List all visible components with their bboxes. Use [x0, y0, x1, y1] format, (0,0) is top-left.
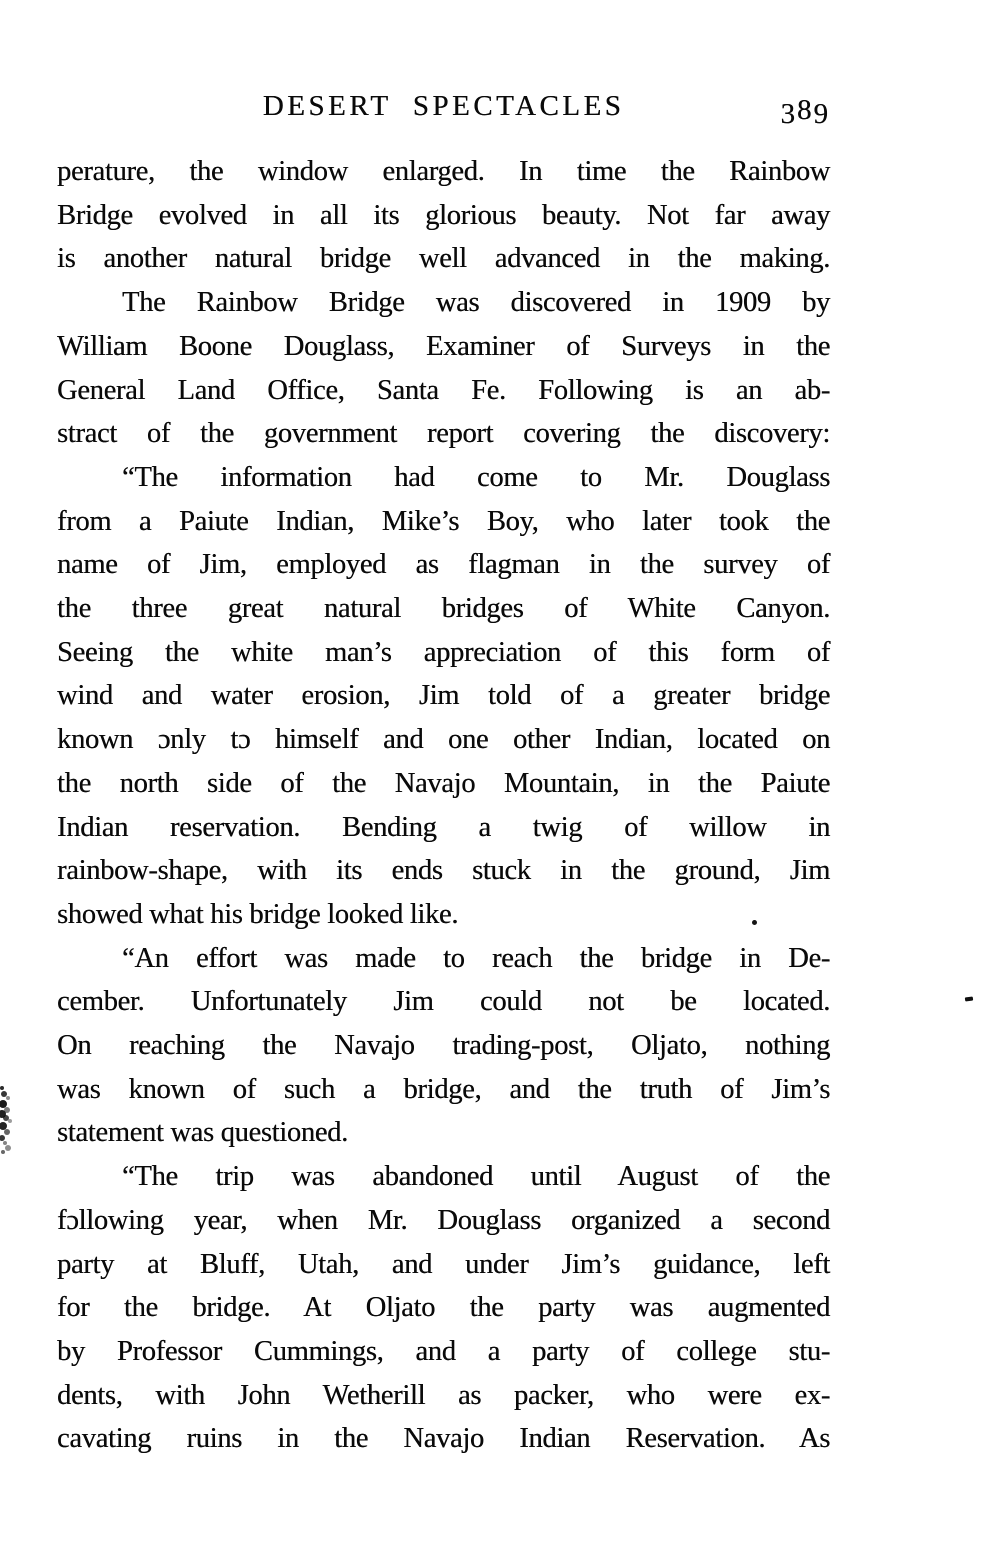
text-line: from a Paiute Indian, Mike’s Boy, who later took the [57, 505, 830, 537]
text-line: cember. Unfortunately Jim could not be located. [57, 986, 830, 1018]
text-line: known ɔnly tɔ himself and one other Indian, located on [57, 724, 830, 756]
text-line: stract of the government report covering the discovery: [57, 418, 830, 450]
text-line: “An effort was made to reach the bridge in De- [122, 942, 830, 974]
text-line: statement was questioned. [57, 1117, 348, 1149]
text-line: “The information had come to Mr. Douglass [122, 461, 830, 493]
text-line: dents, with John Wetherill as packer, who were ex- [57, 1379, 830, 1411]
text-line: General Land Office, Santa Fe. Following is an ab- [57, 374, 830, 406]
text-line: rainbow-shape, with its ends stuck in the ground, Jim [57, 855, 830, 887]
text-line: for the bridge. At Oljato the party was augmented [57, 1292, 830, 1324]
text-line: On reaching the Navajo trading-post, Oljato, nothing [57, 1030, 830, 1062]
text-line: perature, the window enlarged. In time the Rainbow [57, 156, 830, 187]
page-number-digit: 3 [780, 98, 797, 131]
text-line: The Rainbow Bridge was discovered in 1909 by [122, 287, 830, 319]
text-line: cavating ruins in the Navajo Indian Reservation. As [57, 1423, 830, 1455]
text-line: wind and water erosion, Jim told of a greater bridge [57, 680, 830, 712]
text-line: by Professor Cummings, and a party of college stu- [57, 1335, 830, 1367]
page-number-digit: 9 [813, 98, 830, 131]
running-title: DESERT SPECTACLES [262, 90, 625, 122]
text-line: Indian reservation. Bending a twig of willow in [57, 811, 830, 843]
ink-speck-artifact [752, 920, 757, 925]
text-line: fɔllowing year, when Mr. Douglass organized a second [57, 1204, 830, 1236]
ink-blot-artifact [0, 1086, 4, 1090]
text-line: Bridge evolved in all its glorious beauty. Not far away [57, 199, 830, 231]
text-line: William Boone Douglass, Examiner of Surveys in the [57, 330, 830, 362]
text-line: was known of such a bridge, and the truth of Jim’s [57, 1073, 830, 1105]
text-line: is another natural bridge well advanced in the making. [57, 243, 830, 275]
ink-speck-artifact [965, 996, 973, 1001]
text-line: “The trip was abandoned until August of the [122, 1161, 830, 1193]
text-line: name of Jim, employed as flagman in the survey of [57, 549, 830, 581]
text-line: the three great natural bridges of White Canyon. [57, 593, 830, 625]
text-line: party at Bluff, Utah, and under Jim’s guidance, left [57, 1248, 830, 1280]
text-line: Seeing the white man’s appreciation of this form of [57, 636, 830, 668]
page-number [780, 94, 831, 131]
page-header [57, 90, 830, 138]
text-line: the north side of the Navajo Mountain, in the Paiute [57, 767, 830, 799]
body-text [57, 150, 830, 1461]
page-number-digit: 8 [797, 94, 814, 126]
text-line: showed what his bridge looked like. [57, 898, 459, 930]
